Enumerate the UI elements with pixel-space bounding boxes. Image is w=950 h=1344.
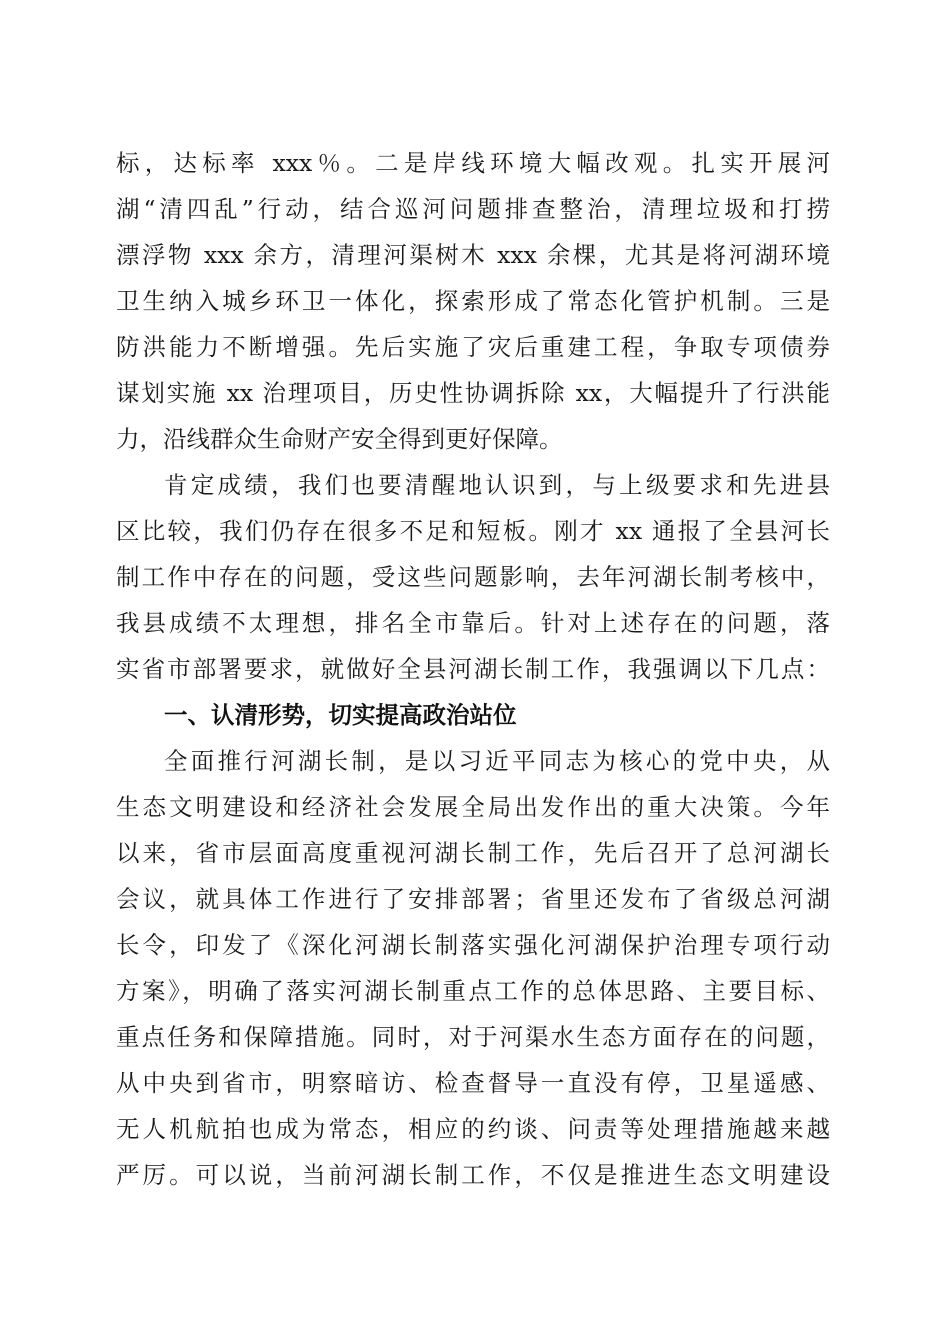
text-line: 生态文明建设和经济社会发展全局出发作出的重大决策。今年 [116, 793, 830, 821]
text-line: 从中央到省市，明察暗访、检查督导一直没有停，卫星遥感、 [116, 1069, 830, 1097]
text-line: 卫生纳入城乡环卫一体化，探索形成了常态化管护机制。三是 [116, 287, 830, 315]
text-line: 我县成绩不太理想，排名全市靠后。针对上述存在的问题，落 [116, 609, 830, 637]
text-line: 严厉。可以说，当前河湖长制工作，不仅是推进生态文明建设 [116, 1161, 830, 1189]
text-line: 重点任务和保障措施。同时，对于河渠水生态方面存在的问题， [116, 1023, 830, 1051]
text-line: 漂浮物 xxx 余方，清理河渠树木 xxx 余棵，尤其是将河湖环境 [116, 241, 830, 269]
text-line: 谋划实施 xx 治理项目，历史性协调拆除 xx，大幅提升了行洪能 [116, 379, 830, 407]
text-line: 方案》，明确了落实河湖长制重点工作的总体思路、主要目标、 [116, 977, 830, 1005]
paragraph-first-line: 全面推行河湖长制，是以习近平同志为核心的党中央，从 [164, 747, 830, 775]
paragraph-first-line: 肯定成绩，我们也要清醒地认识到，与上级要求和先进县 [164, 471, 830, 499]
section-heading: 一、认清形势，切实提高政治站位 [164, 701, 517, 729]
text-line: 以来，省市层面高度重视河湖长制工作，先后召开了总河湖长 [116, 839, 830, 867]
text-line: 标，达标率 xxx％。二是岸线环境大幅改观。扎实开展河 [116, 149, 830, 177]
text-line: 力，沿线群众生命财产安全得到更好保障。 [116, 425, 563, 453]
text-line: 长令，印发了《深化河湖长制落实强化河湖保护治理专项行动 [116, 931, 830, 959]
text-line: 会议，就具体工作进行了安排部署；省里还发布了省级总河湖 [116, 885, 830, 913]
text-line: 实省市部署要求，就做好全县河湖长制工作，我强调以下几点： [116, 655, 830, 683]
text-line: 湖“清四乱”行动，结合巡河问题排查整治，清理垃圾和打捞 [116, 195, 830, 223]
text-line: 制工作中存在的问题，受这些问题影响，去年河湖长制考核中， [116, 563, 830, 591]
text-line: 防洪能力不断增强。先后实施了灾后重建工程，争取专项债券 [116, 333, 830, 361]
text-line: 无人机航拍也成为常态，相应的约谈、问责等处理措施越来越 [116, 1115, 830, 1143]
text-line: 区比较，我们仍存在很多不足和短板。刚才 xx 通报了全县河长 [116, 517, 830, 545]
